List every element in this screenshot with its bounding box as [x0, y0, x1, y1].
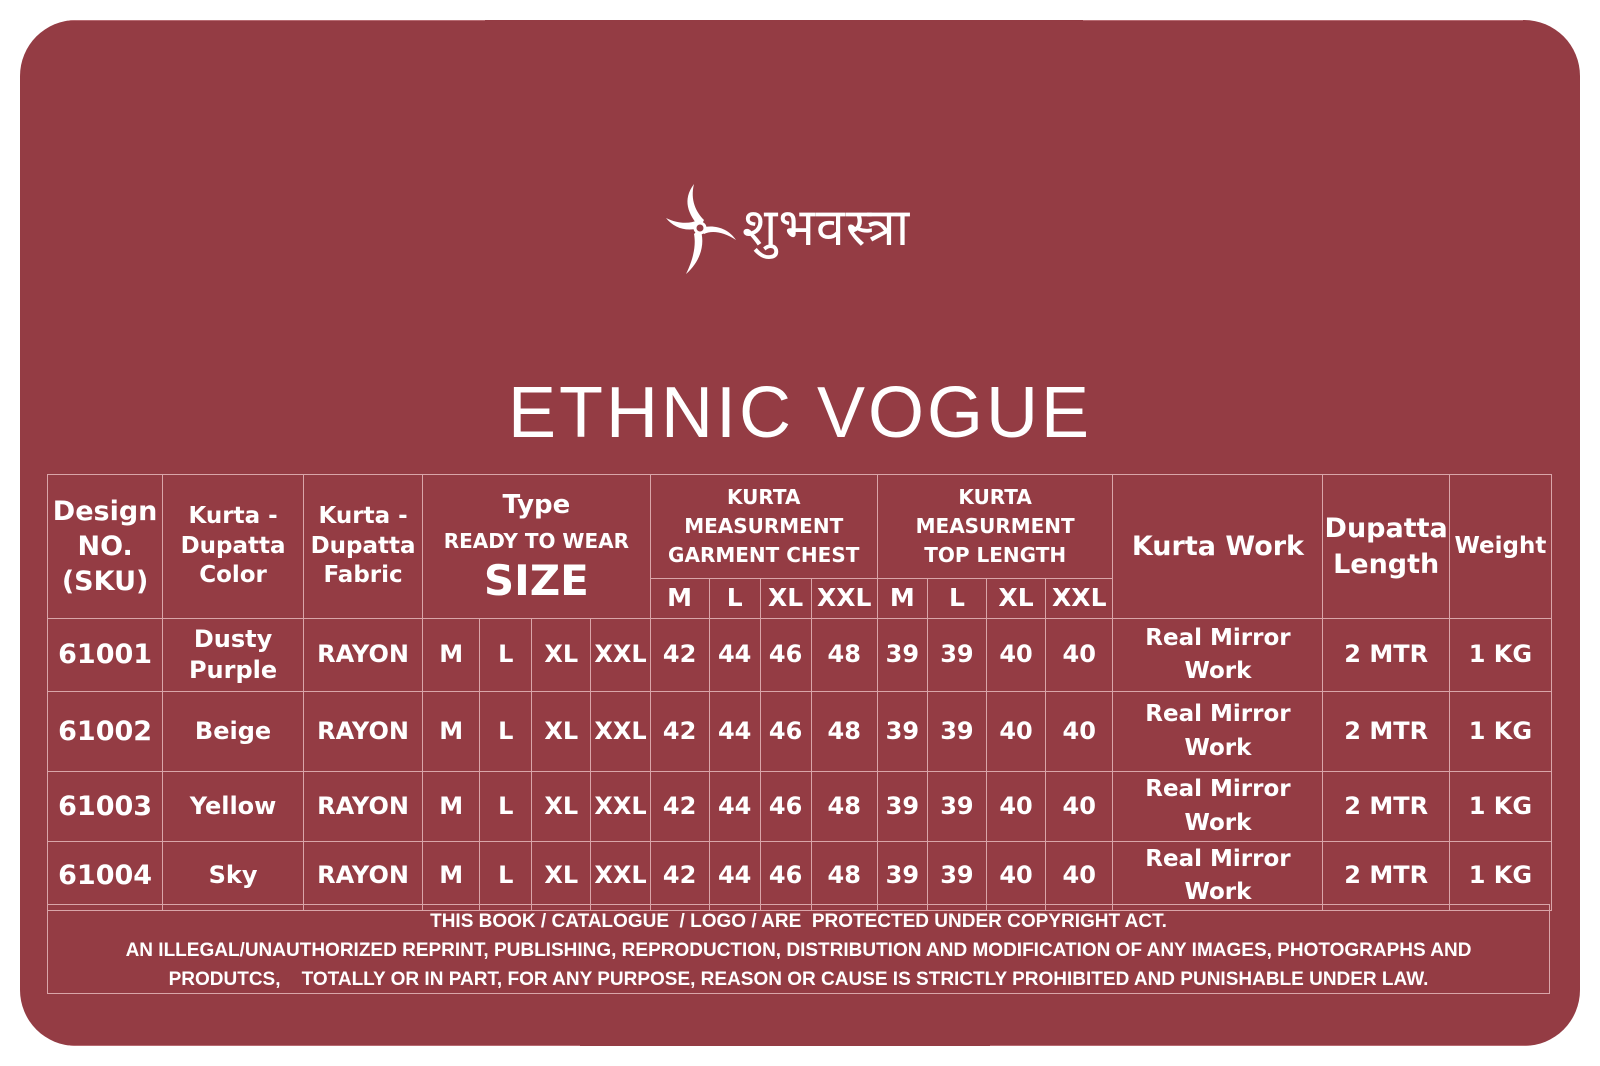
chest-size-xxl: XXL	[811, 579, 877, 619]
length-cell: 40	[1046, 842, 1113, 911]
size-cell: XL	[532, 772, 591, 842]
size-cell: L	[480, 772, 532, 842]
sku-cell: 61001	[48, 619, 163, 692]
dupatta-length-cell: 2 MTR	[1323, 619, 1449, 692]
length-cell: 39	[927, 619, 986, 692]
header-kurta-work: Kurta Work	[1113, 475, 1323, 619]
catalogue-card	[20, 20, 1580, 1046]
size-cell: M	[423, 692, 480, 772]
chest-cell: 42	[650, 772, 709, 842]
chest-cell: 42	[650, 842, 709, 911]
length-cell: 39	[877, 842, 927, 911]
length-size-xl: XL	[986, 579, 1045, 619]
header-design-no: Design NO. (SKU)	[48, 475, 163, 619]
fabric-cell: RAYON	[303, 619, 422, 692]
chest-cell: 46	[760, 619, 811, 692]
header-weight: Weight	[1449, 475, 1551, 619]
top-right-rule	[1083, 20, 1523, 21]
dupatta-length-cell: 2 MTR	[1323, 842, 1449, 911]
size-cell: L	[480, 619, 532, 692]
sku-cell: 61004	[48, 842, 163, 911]
notice-line: THIS BOOK / CATALOGUE / LOGO / ARE PROTECTED UNDER COPYRIGHT ACT.	[430, 911, 1167, 932]
chest-cell: 46	[760, 772, 811, 842]
length-cell: 40	[986, 692, 1045, 772]
header-color: Kurta - Dupatta Color	[163, 475, 304, 619]
swastik-swirl-icon	[660, 170, 740, 290]
chest-cell: 42	[650, 692, 709, 772]
chest-size-l: L	[709, 579, 760, 619]
sku-cell: 61002	[48, 692, 163, 772]
size-cell: XXL	[591, 772, 650, 842]
brand-logo-text: शुभवस्त्रा	[742, 198, 911, 258]
brand-logo	[660, 170, 990, 290]
kurta-work-cell: Real Mirror Work	[1113, 692, 1323, 772]
notice-line: PRODUTCS, TOTALLY OR IN PART, FOR ANY PURPOSE, REASON OR CAUSE IS STRICTLY PROHIBITED AND PUNISHABLE UNDER LAW.	[168, 969, 1429, 990]
color-cell: Dusty Purple	[163, 619, 304, 692]
kurta-work-cell: Real Mirror Work	[1113, 842, 1323, 911]
table-row	[48, 842, 1552, 911]
dupatta-length-cell: 2 MTR	[1323, 772, 1449, 842]
size-cell: M	[423, 619, 480, 692]
fabric-cell: RAYON	[303, 692, 422, 772]
table-row	[48, 692, 1552, 772]
length-cell: 40	[1046, 619, 1113, 692]
chest-cell: 42	[650, 619, 709, 692]
chest-cell: 44	[709, 842, 760, 911]
top-left-rule	[20, 20, 485, 21]
length-size-m: M	[877, 579, 927, 619]
header-garment-chest: KURTA MEASURMENT GARMENT CHEST	[650, 475, 877, 579]
weight-cell: 1 KG	[1449, 772, 1551, 842]
chest-cell: 48	[811, 842, 877, 911]
chest-cell: 48	[811, 692, 877, 772]
chest-cell: 48	[811, 619, 877, 692]
kurta-work-cell: Real Mirror Work	[1113, 619, 1323, 692]
color-cell: Beige	[163, 692, 304, 772]
size-cell: L	[480, 692, 532, 772]
chest-cell: 44	[709, 619, 760, 692]
table-row	[48, 619, 1552, 692]
chest-cell: 44	[709, 692, 760, 772]
header-top-length: KURTA MEASURMENT TOP LENGTH	[877, 475, 1113, 579]
length-cell: 39	[877, 772, 927, 842]
kurta-work-cell: Real Mirror Work	[1113, 772, 1323, 842]
size-cell: XL	[532, 692, 591, 772]
weight-cell: 1 KG	[1449, 619, 1551, 692]
size-cell: XXL	[591, 619, 650, 692]
fabric-cell: RAYON	[303, 772, 422, 842]
chest-cell: 48	[811, 772, 877, 842]
bottom-left-rule	[20, 1045, 580, 1046]
color-cell: Sky	[163, 842, 304, 911]
chest-cell: 44	[709, 772, 760, 842]
length-cell: 39	[877, 619, 927, 692]
size-cell: XXL	[591, 692, 650, 772]
size-cell: XL	[532, 619, 591, 692]
length-cell: 40	[986, 619, 1045, 692]
length-cell: 39	[927, 692, 986, 772]
size-cell: M	[423, 772, 480, 842]
sku-cell: 61003	[48, 772, 163, 842]
chest-size-m: M	[650, 579, 709, 619]
length-size-xxl: XXL	[1046, 579, 1113, 619]
copyright-notice	[47, 904, 1550, 994]
header-type-size: Type READY TO WEAR SIZE	[423, 475, 650, 619]
chest-cell: 46	[760, 842, 811, 911]
header-dupatta-length: Dupatta Length	[1323, 475, 1449, 619]
chest-cell: 46	[760, 692, 811, 772]
fabric-cell: RAYON	[303, 842, 422, 911]
length-cell: 39	[877, 692, 927, 772]
length-cell: 40	[1046, 772, 1113, 842]
bottom-right-rule	[990, 1045, 1530, 1046]
length-cell: 40	[1046, 692, 1113, 772]
size-cell: L	[480, 842, 532, 911]
chest-size-xl: XL	[760, 579, 811, 619]
length-cell: 39	[927, 842, 986, 911]
length-cell: 40	[986, 842, 1045, 911]
size-cell: M	[423, 842, 480, 911]
weight-cell: 1 KG	[1449, 692, 1551, 772]
length-cell: 40	[986, 772, 1045, 842]
size-cell: XXL	[591, 842, 650, 911]
table-row	[48, 772, 1552, 842]
weight-cell: 1 KG	[1449, 842, 1551, 911]
notice-line: AN ILLEGAL/UNAUTHORIZED REPRINT, PUBLISHING, REPRODUCTION, DISTRIBUTION AND MODIFICATION OF ANY IMAGES, PHOTOGRAPHS AND	[125, 940, 1472, 961]
color-cell: Yellow	[163, 772, 304, 842]
length-size-l: L	[927, 579, 986, 619]
header-fabric: Kurta - Dupatta Fabric	[303, 475, 422, 619]
collection-title: ETHNIC VOGUE	[507, 373, 1093, 453]
length-cell: 39	[927, 772, 986, 842]
dupatta-length-cell: 2 MTR	[1323, 692, 1449, 772]
product-spec-table	[47, 474, 1552, 911]
size-cell: XL	[532, 842, 591, 911]
